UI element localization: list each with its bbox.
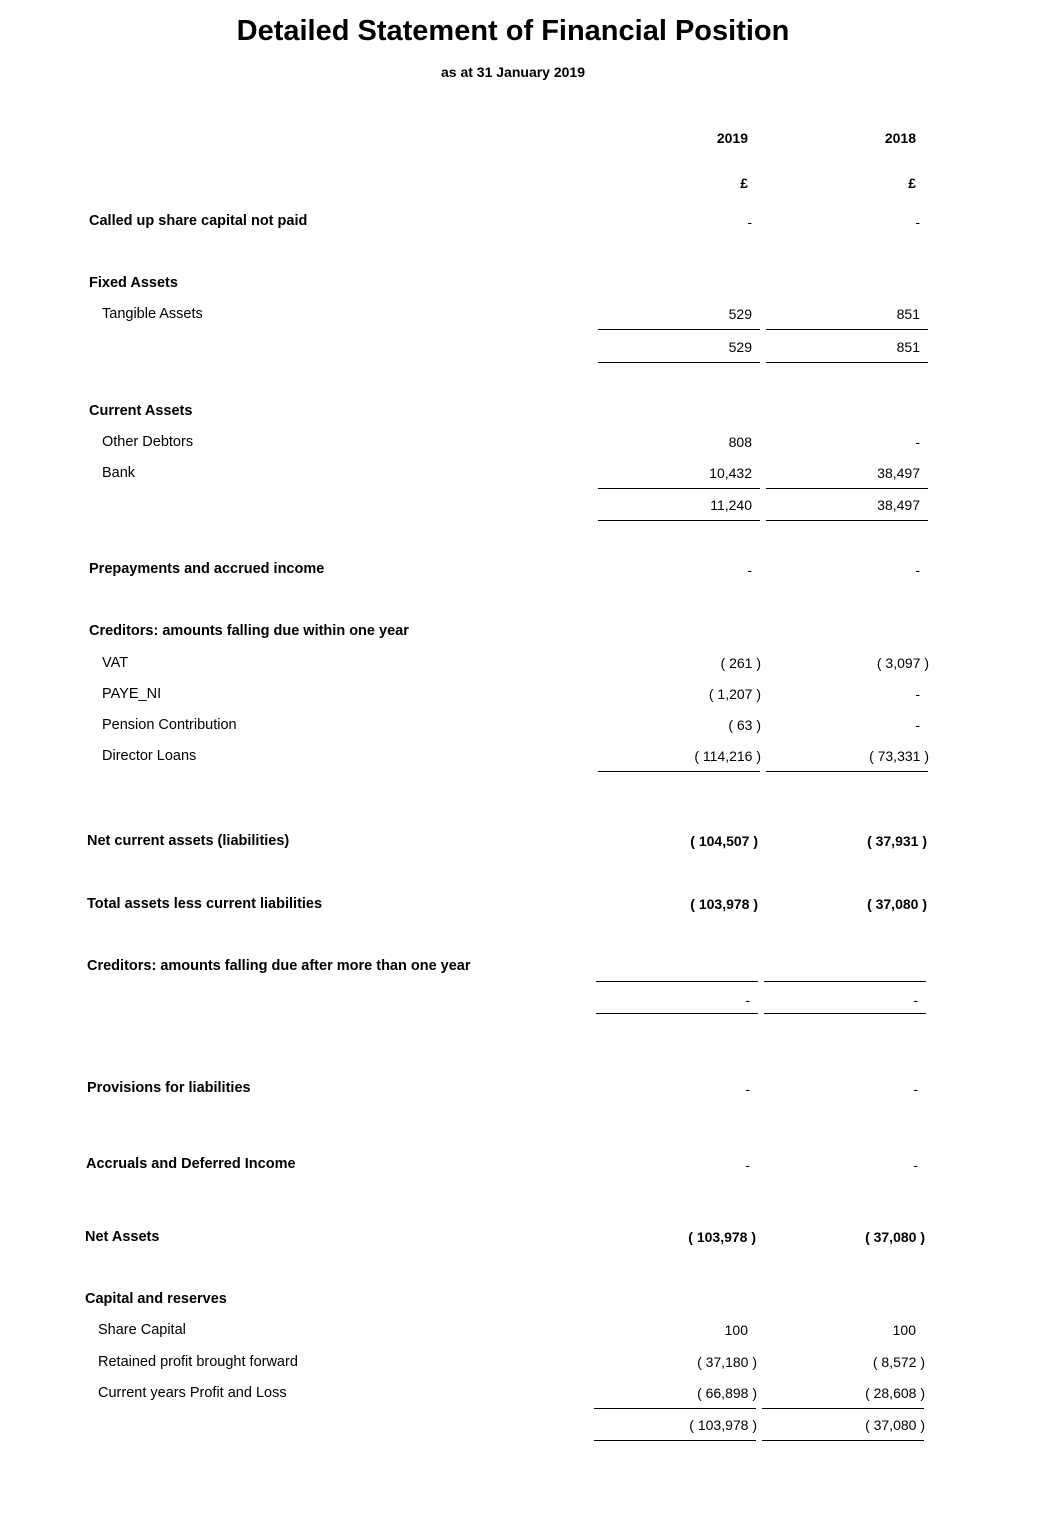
paye-ni-2019: ( 1,207 ) <box>708 686 761 702</box>
other-debtors-label: Other Debtors <box>102 434 194 450</box>
current-years-pl-2019: ( 66,898 ) <box>697 1385 757 1401</box>
provisions-2018: - <box>913 1081 918 1097</box>
current-assets-total-2019: 11,240 <box>710 497 752 513</box>
current-assets-total-2018: 38,497 <box>877 497 920 513</box>
page-title: Detailed Statement of Financial Position <box>236 15 790 47</box>
share-capital-2019: 100 <box>724 1322 748 1338</box>
prepayments-2019: - <box>747 562 752 578</box>
accruals-2018: - <box>913 1157 918 1173</box>
other-debtors-2018: - <box>915 434 920 450</box>
rule <box>598 771 760 772</box>
column-year-2018: 2018 <box>884 130 916 146</box>
fixed-assets-heading: Fixed Assets <box>89 275 178 291</box>
pension-contribution-2018: - <box>915 717 920 733</box>
vat-2018: ( 3,097 ) <box>876 655 929 671</box>
retained-profit-2019: ( 37,180 ) <box>697 1354 757 1370</box>
rule <box>598 362 760 363</box>
rule <box>598 520 760 521</box>
creditors-after-label: Creditors: amounts falling due after more than one year <box>87 958 471 974</box>
capital-reserves-total-2018: ( 37,080 ) <box>865 1417 925 1433</box>
fixed-assets-total-2019: 529 <box>728 339 752 355</box>
accruals-label: Accruals and Deferred Income <box>86 1156 296 1172</box>
bank-2018: 38,497 <box>877 465 920 481</box>
creditors-after-2018: - <box>913 992 918 1008</box>
rule <box>598 488 760 489</box>
retained-profit-label: Retained profit brought forward <box>98 1354 298 1370</box>
share-capital-2018: 100 <box>892 1322 916 1338</box>
rule <box>766 488 928 489</box>
share-capital-label: Share Capital <box>98 1322 186 1338</box>
rule <box>764 981 926 982</box>
net-current-assets-2018: ( 37,931 ) <box>867 833 927 849</box>
total-assets-less-label: Total assets less current liabilities <box>87 896 323 912</box>
rule <box>596 1013 758 1014</box>
prepayments-2018: - <box>915 562 920 578</box>
vat-2019: ( 261 ) <box>720 655 761 671</box>
net-assets-label: Net Assets <box>85 1229 160 1245</box>
rule <box>594 1440 756 1441</box>
retained-profit-2018: ( 8,572 ) <box>872 1354 925 1370</box>
creditors-after-2019: - <box>745 992 750 1008</box>
rule <box>596 981 758 982</box>
fixed-assets-total-2018: 851 <box>896 339 920 355</box>
other-debtors-2019: 808 <box>728 434 752 450</box>
net-assets-2018: ( 37,080 ) <box>865 1229 925 1245</box>
tangible-assets-2019: 529 <box>728 306 752 322</box>
rule <box>598 329 760 330</box>
pension-contribution-label: Pension Contribution <box>102 717 237 733</box>
net-current-assets-label: Net current assets (liabilities) <box>87 833 290 849</box>
director-loans-2018: ( 73,331 ) <box>869 748 929 764</box>
total-assets-less-2018: ( 37,080 ) <box>867 896 927 912</box>
rule <box>594 1408 756 1409</box>
bank-label: Bank <box>102 465 136 481</box>
rule <box>766 329 928 330</box>
total-assets-less-2019: ( 103,978 ) <box>690 896 758 912</box>
page-subtitle: as at 31 January 2019 <box>441 64 585 80</box>
bank-2019: 10,432 <box>709 465 752 481</box>
rule <box>762 1440 924 1441</box>
vat-label: VAT <box>102 655 129 671</box>
accruals-2019: - <box>745 1157 750 1173</box>
rule <box>766 362 928 363</box>
capital-reserves-total-2019: ( 103,978 ) <box>689 1417 757 1433</box>
provisions-2019: - <box>745 1081 750 1097</box>
column-year-2019: 2019 <box>716 130 748 146</box>
column-currency-2019: £ <box>740 175 748 191</box>
rule <box>766 771 928 772</box>
paye-ni-2018: - <box>915 686 920 702</box>
rule <box>764 1013 926 1014</box>
rule <box>762 1408 924 1409</box>
capital-reserves-heading: Capital and reserves <box>85 1291 227 1307</box>
tangible-assets-2018: 851 <box>896 306 920 322</box>
net-current-assets-2019: ( 104,507 ) <box>690 833 758 849</box>
creditors-within-heading: Creditors: amounts falling due within one year <box>89 623 409 639</box>
current-assets-heading: Current Assets <box>89 403 193 419</box>
net-assets-2019: ( 103,978 ) <box>688 1229 756 1245</box>
provisions-label: Provisions for liabilities <box>87 1080 251 1096</box>
director-loans-label: Director Loans <box>102 748 197 764</box>
current-years-pl-2018: ( 28,608 ) <box>865 1385 925 1401</box>
called-up-2019: - <box>747 214 752 230</box>
tangible-assets-label: Tangible Assets <box>102 306 203 322</box>
called-up-2018: - <box>915 214 920 230</box>
called-up-share-capital-label: Called up share capital not paid <box>89 213 308 229</box>
pension-contribution-2019: ( 63 ) <box>728 717 761 733</box>
paye-ni-label: PAYE_NI <box>102 686 162 702</box>
prepayments-label: Prepayments and accrued income <box>89 561 325 577</box>
rule <box>766 520 928 521</box>
column-currency-2018: £ <box>908 175 916 191</box>
current-years-pl-label: Current years Profit and Loss <box>98 1385 287 1401</box>
director-loans-2019: ( 114,216 ) <box>694 748 761 764</box>
